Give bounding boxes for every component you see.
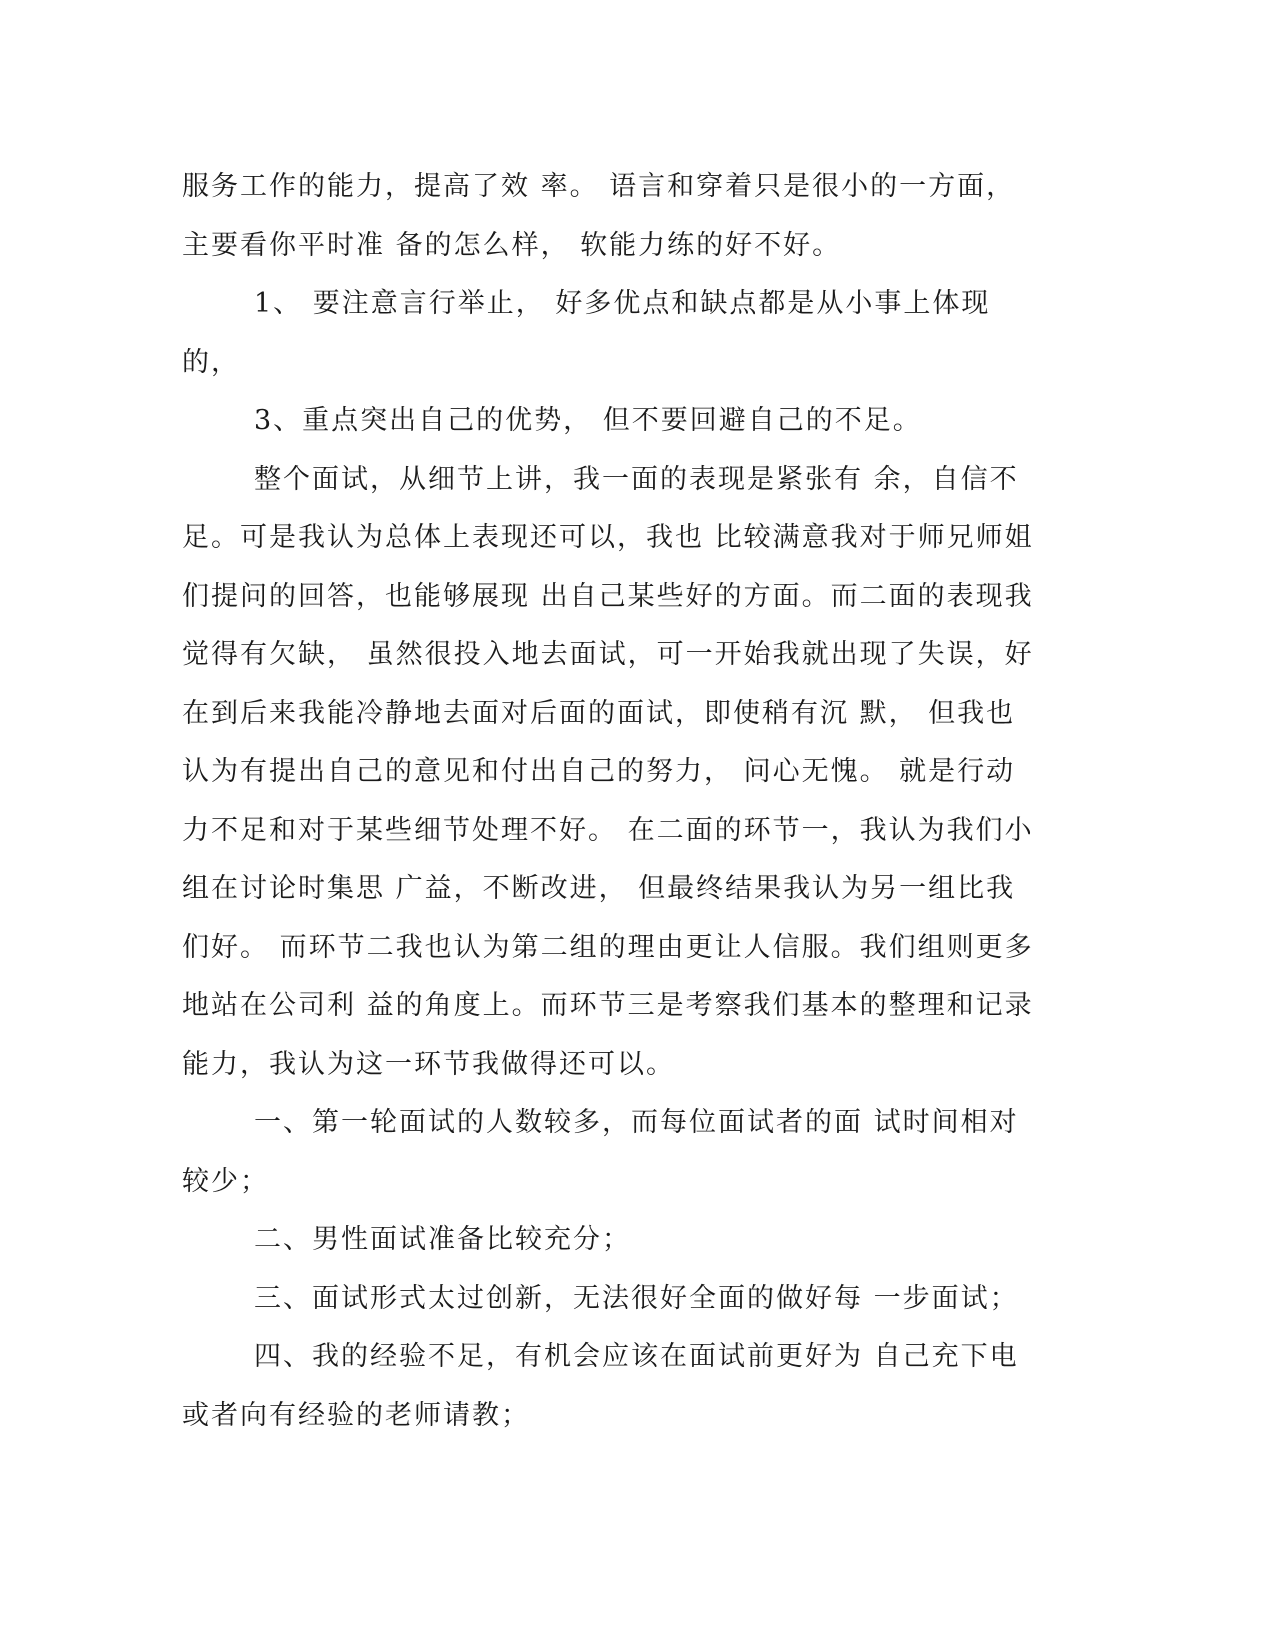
paragraph-point-3: 3、重点突出自己的优势， 但不要回避自己的不足。	[254, 405, 922, 436]
document-body	[182, 158, 1042, 1445]
paragraph-item-three: 三、面试形式太过创新，无法很好全面的做好每 一步面试；	[254, 1282, 1019, 1314]
paragraph-item-two: 二、男性面试准备比较充分；	[254, 1224, 631, 1255]
paragraph-service-ability: 服务工作的能力，提高了效 率。 语言和穿着只是很小的一方面，主要看你平时准 备的怎么样， 软能力练的好不好。	[182, 171, 1016, 261]
paragraph-interview-review: 整个面试，从细节上讲，我一面的表现是紧张有 余，自信不足。可是我认为总体上表现还可以，我也 比较满意我对于师兄师姐们提问的回答，也能够展现 出自己某些好的方面。而二面的表现我觉得有欠缺， 虽然很投入地去面试，可一开始我就出现了失误，好 在到后来我能冷静地去面对后面的面试，即使稍有沉 默， 但我也认为有提出自己的意见和付出自己的努力， 问心无愧。 就是行动力不足和对于某些细节处理不好。 在二面的环节一，我认为我们小组在讨论时集思 广益，不断改进， 但最终结果我认为另一组比我们好。 而环节二我也认为第二组的理由更让人信服。我们组则更多地站在公司利 益的角度上。而环节三是考察我们基本的整理和记录 能力，我认为这一环节我做得还可以。	[182, 463, 1034, 1080]
paragraph-point-1: 1、 要注意言行举止， 好多优点和缺点都是从小事上体现的，	[182, 288, 991, 378]
paragraph-item-one: 一、第一轮面试的人数较多，而每位面试者的面 试时间相对较少；	[182, 1107, 1019, 1197]
paragraph-item-four: 四、我的经验不足，有机会应该在面试前更好为 自己充下电或者向有经验的老师请教；	[182, 1341, 1019, 1431]
